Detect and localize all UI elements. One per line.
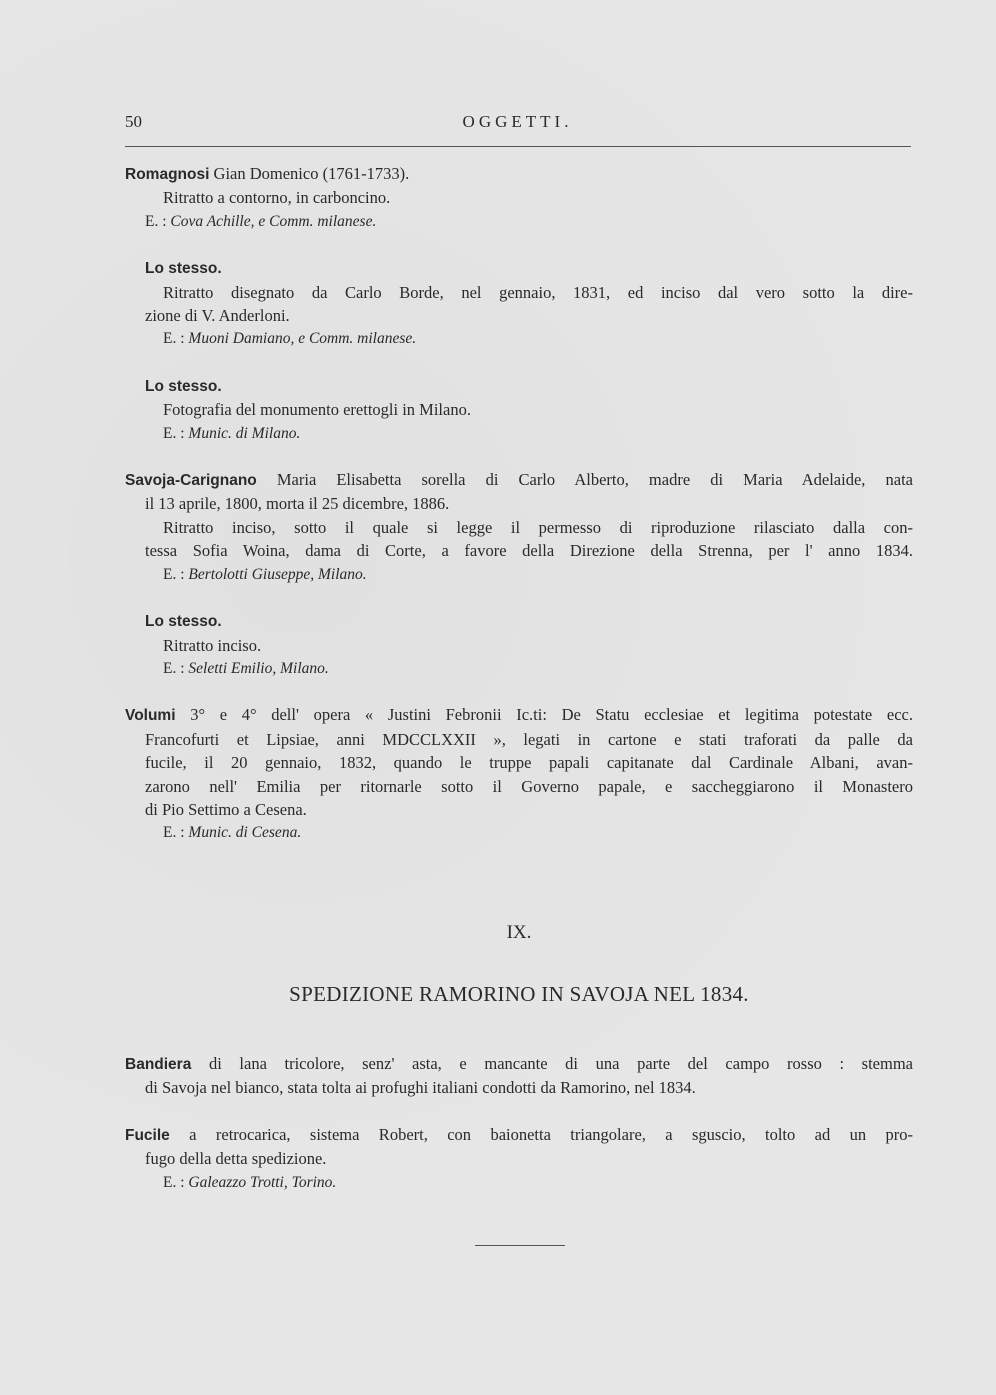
entry-lead: Lo stesso. [145,260,222,278]
entry-reference: Munic. di Cesena. [188,824,302,842]
entry-line: Ritratto inciso. [163,635,262,655]
ref-prefix: E. : [163,824,189,842]
ref-prefix: E. : [163,424,189,442]
section-entries-list [125,1052,913,1217]
ref-prefix: E. : [163,659,189,677]
entry-reference: Bertolotti Giuseppe, Milano. [188,565,367,583]
section-title: SPEDIZIONE RAMORINO IN SAVOJA NEL 1834. [289,982,749,1006]
entry-line: fucile, il 20 gennaio, 1832, quando le truppe papali capitanate dal Cardinale Albani, avan- [145,753,913,773]
entry-line: tessa Sofia Woina, dama di Corte, a favore della Direzione della Strenna, per l' anno 1834. [145,541,913,561]
entry-lo-stesso-2 [125,374,913,445]
closing-rule [475,1245,565,1246]
entry-text: Maria Elisabetta sorella di Carlo Alberto, madre di Maria Adelaide, nata [256,470,913,490]
entry-lead: Fucile [125,1126,170,1144]
entry-line: zarono nell' Emilia per ritornarle sotto il Governo papale, e saccheggiarono il Monastero [145,776,913,796]
entry-line: di Savoja nel bianco, stata tolta ai profughi italiani condotti da Ramorino, nel 1834. [145,1078,696,1098]
entry-romagnosi [125,162,913,233]
ref-prefix: E. : [145,212,171,230]
ref-prefix: E. : [163,330,189,348]
ref-prefix: E. : [163,1173,189,1191]
entry-text: Gian Domenico (1761-1733). [209,164,410,183]
entry-fucile [125,1123,913,1194]
entry-line: Fotografia del monumento erettogli in Milano. [163,400,471,420]
entry-lead: Savoja-Carignano [125,472,257,490]
entry-lead: Romagnosi [125,166,210,183]
entry-reference: Munic. di Milano. [188,424,301,442]
entry-lo-stesso-3 [125,609,913,680]
entry-bandiera [125,1052,913,1100]
entry-line: fugo della detta spedizione. [145,1149,327,1169]
running-head: OGGETTI. [462,112,573,131]
entry-reference: Galeazzo Trotti, Torino. [188,1173,337,1191]
section-number: IX. [506,922,532,943]
entry-reference: Muoni Damiano, e Comm. milanese. [188,330,417,348]
entry-line: Ritratto disegnato da Carlo Borde, nel gennaio, 1831, ed inciso dal vero sotto la dire- [163,282,913,302]
entry-reference: Seletti Emilio, Milano. [188,659,329,677]
entry-line: zione di V. Anderloni. [145,306,290,326]
entry-text: a retrocarica, sistema Robert, con baionetta triangolare, a sguscio, tolto ad un pro- [169,1124,913,1144]
entry-savoja-carignano [125,468,913,586]
entry-volumi [125,703,913,844]
entry-lead: Lo stesso. [145,377,222,395]
page-number: 50 [125,112,142,131]
entry-lead: Bandiera [125,1056,192,1073]
header-rule [125,146,911,147]
entry-line: Francofurti et Lipsiae, anni MDCCLXXII », legati in cartone e stati traforati da palle da [145,729,913,749]
entry-lo-stesso-1 [125,256,913,351]
entry-lead: Volumi [125,707,176,725]
entry-text: 3° e 4° dell' opera « Justini Febronii Ic.ti: De Statu ecclesiae et legitima potestate ecc. [175,705,913,725]
entry-line: Ritratto a contorno, in carboncino. [163,188,391,208]
entry-line: il 13 aprile, 1800, morta il 25 dicembre, 1886. [145,494,450,514]
entry-line: di Pio Settimo a Cesena. [145,799,307,819]
entries-list [125,162,913,868]
entry-lead: Lo stesso. [145,613,222,631]
ref-prefix: E. : [163,565,189,583]
entry-text: di lana tricolore, senz' asta, e mancante di una parte del campo rosso : stemma [191,1054,913,1073]
entry-line: Ritratto inciso, sotto il quale si legge il permesso di riproduzione rilasciato dalla con- [163,517,913,537]
entry-reference: Cova Achille, e Comm. milanese. [170,212,377,230]
page-header [125,112,910,138]
